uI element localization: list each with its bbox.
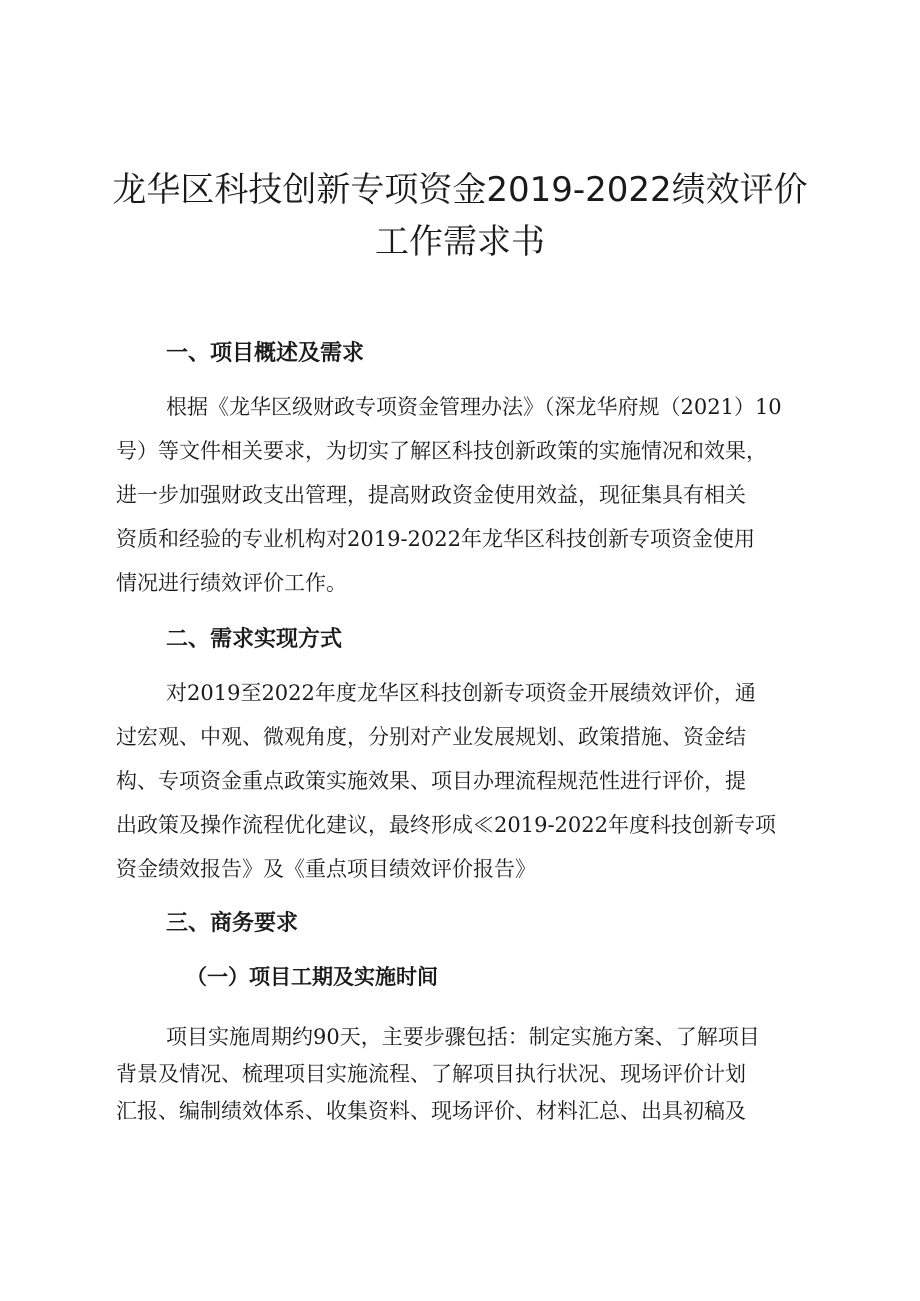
paragraph-line: 号）等文件相关要求，为切实了解区科技创新政策的实施情况和效果，	[116, 439, 767, 463]
document-title-line-1: 龙华区科技创新专项资金2019-2022绩效评价	[112, 170, 808, 210]
paragraph-line: 汇报、编制绩效体系、收集资料、现场评价、材料汇总、出具初稿及	[116, 1099, 746, 1123]
paragraph-line: 构、专项资金重点政策实施效果、项目办理流程规范性进行评价，提	[116, 769, 746, 793]
subsection-heading-schedule: （一）项目工期及实施时间	[186, 964, 438, 989]
paragraph-line: 过宏观、中观、微观角度，分别对产业发展规划、政策措施、资金结	[116, 725, 746, 749]
paragraph-line: 根据《龙华区级财政专项资金管理办法》（深龙华府规（2021）10	[166, 395, 782, 419]
paragraph-line: 情况进行绩效评价工作。	[116, 571, 347, 595]
section-paragraph-schedule	[116, 1019, 816, 1130]
section-heading-business: 三、商务要求	[166, 911, 299, 936]
paragraph-line: 项目实施周期约90天，主要步骤包括：制定实施方案、了解项目	[166, 1025, 760, 1049]
paragraph-line: 进一步加强财政支出管理，提高财政资金使用效益，现征集具有相关	[116, 483, 746, 507]
section-heading-overview: 一、项目概述及需求	[166, 341, 365, 366]
section-paragraph-overview	[116, 385, 816, 605]
section-heading-implementation: 二、需求实现方式	[166, 627, 343, 652]
paragraph-line: 资金绩效报告》及《重点项目绩效评价报告》	[116, 857, 536, 881]
document-title-line-2: 工作需求书	[375, 222, 545, 262]
paragraph-line: 背景及情况、梳理项目实施流程、了解项目执行状况、现场评价计划	[116, 1062, 746, 1086]
section-paragraph-implementation	[116, 671, 816, 891]
paragraph-line: 资质和经验的专业机构对2019-2022年龙华区科技创新专项资金使用	[116, 527, 755, 551]
paragraph-line: 出政策及操作流程优化建议，最终形成≪2019-2022年度科技创新专项	[116, 813, 776, 837]
paragraph-line: 对2019至2022年度龙华区科技创新专项资金开展绩效评价，通	[166, 681, 756, 705]
